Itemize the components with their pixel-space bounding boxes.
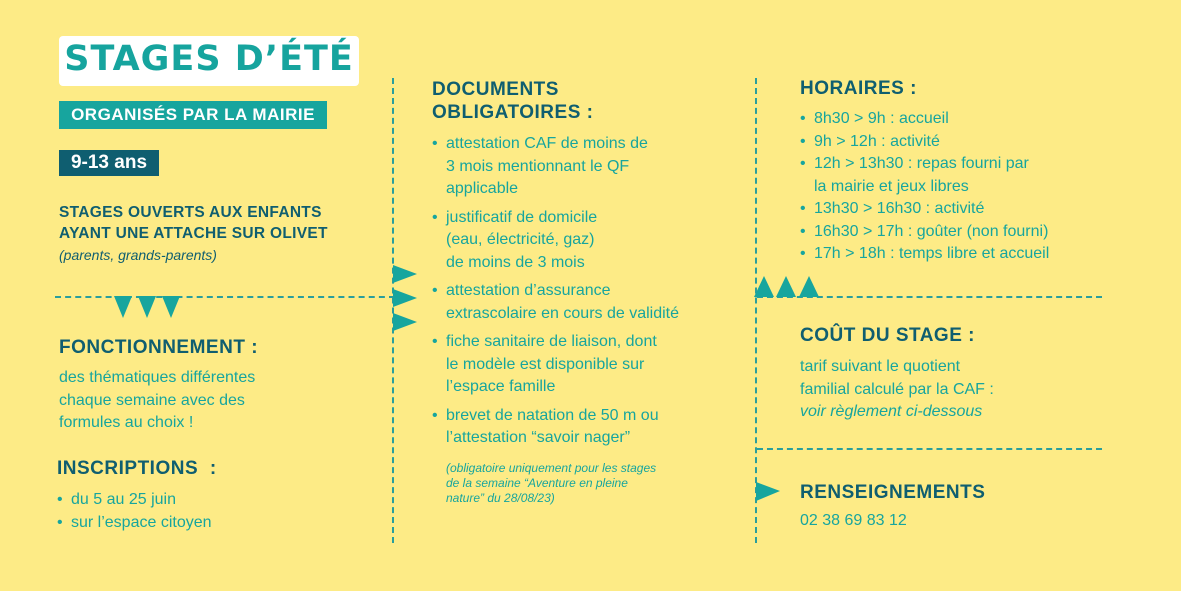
list-item bbox=[800, 131, 1100, 154]
item-line: l’espace famille bbox=[446, 378, 556, 395]
list-item bbox=[800, 221, 1100, 244]
item-line: • brevet de natation de 50 m ou bbox=[446, 406, 659, 424]
inscriptions-list bbox=[57, 489, 212, 534]
cout-text bbox=[800, 356, 994, 424]
divider-left bbox=[55, 296, 395, 298]
inscriptions-title: INSCRIPTIONS bbox=[57, 458, 199, 479]
age-badge bbox=[59, 150, 159, 176]
horaires-list bbox=[800, 108, 1100, 266]
item-line: • 8h30 > 9h : accueil bbox=[814, 110, 949, 127]
heading-colon: : bbox=[910, 78, 917, 99]
note-line: (obligatoire uniquement pour les stages bbox=[446, 461, 657, 475]
note-line: de la semaine “Aventure en pleine bbox=[446, 476, 628, 490]
eligibility-note: (parents, grands-parents) bbox=[59, 247, 217, 263]
divider-right-2 bbox=[757, 448, 1102, 450]
list-item bbox=[432, 207, 752, 275]
divider-vertical-2 bbox=[755, 78, 757, 543]
eligibility-text bbox=[59, 202, 328, 244]
item-line: extrascolaire en cours de validité bbox=[446, 304, 680, 322]
text-line: familial calculé par la CAF : bbox=[800, 380, 994, 398]
item-line: (eau, électricité, gaz) bbox=[446, 231, 595, 248]
item-line: applicable bbox=[446, 180, 519, 197]
item-line: de moins de 3 mois bbox=[446, 253, 585, 271]
list-item bbox=[432, 331, 752, 399]
item-line: • 12h > 13h30 : repas fourni par bbox=[814, 155, 1029, 172]
item-line: • attestation d’assurance bbox=[446, 282, 611, 299]
item-line: • 13h30 > 16h30 : activité bbox=[814, 200, 985, 217]
eligibility-line: STAGES OUVERTS AUX ENFANTS bbox=[59, 204, 322, 221]
documents-list bbox=[432, 133, 752, 450]
documents-title: DOCUMENTS bbox=[432, 79, 559, 100]
fonctionnement-title: FONCTIONNEMENT bbox=[59, 337, 246, 358]
item-line: la mairie et jeux libres bbox=[814, 177, 969, 195]
flag-icon bbox=[756, 480, 782, 504]
text-line: des thématiques différentes bbox=[59, 369, 256, 386]
fonctionnement-heading bbox=[59, 337, 258, 359]
title-banner bbox=[59, 36, 359, 86]
list-item bbox=[800, 198, 1100, 221]
bunting-side-icon bbox=[393, 262, 419, 334]
inscriptions-heading bbox=[57, 458, 217, 480]
item-line: l’attestation “savoir nager” bbox=[446, 429, 631, 446]
text-line: chaque semaine avec des bbox=[59, 391, 245, 409]
page-title: STAGES D’ÉTÉ bbox=[64, 39, 354, 79]
horaires-heading bbox=[800, 78, 917, 100]
item-line: le modèle est disponible sur bbox=[446, 355, 645, 373]
age-label: 9-13 ans bbox=[70, 152, 148, 173]
eligibility-line: AYANT UNE ATTACHE SUR OLIVET bbox=[59, 225, 328, 242]
heading-colon: : bbox=[968, 325, 975, 346]
heading-colon: : bbox=[586, 102, 594, 123]
renseignements-title: RENSEIGNEMENTS bbox=[800, 482, 986, 503]
heading-colon: : bbox=[251, 337, 259, 358]
item-line: • 16h30 > 17h : goûter (non fourni) bbox=[814, 222, 1049, 240]
item-line: • 17h > 18h : temps libre et accueil bbox=[814, 245, 1050, 262]
documents-title: OBLIGATOIRES bbox=[432, 102, 581, 123]
list-item bbox=[432, 405, 752, 450]
fonctionnement-text bbox=[59, 367, 255, 435]
reglement-link: voir règlement ci-dessous bbox=[800, 403, 983, 420]
documents-heading bbox=[432, 78, 593, 124]
note-line: nature” du 28/08/23) bbox=[446, 491, 555, 505]
item-line: • fiche sanitaire de liaison, dont bbox=[446, 333, 657, 350]
item-line: • justificatif de domicile bbox=[446, 208, 598, 226]
item-line: 3 mois mentionnant le QF bbox=[446, 157, 630, 175]
list-item bbox=[432, 280, 752, 325]
item-line: • attestation CAF de moins de bbox=[446, 135, 648, 152]
text-line: formules au choix ! bbox=[59, 414, 194, 431]
text-line: tarif suivant le quotient bbox=[800, 358, 961, 375]
heading-colon: : bbox=[209, 458, 217, 479]
phone-number: 02 38 69 83 12 bbox=[800, 512, 907, 529]
list-item bbox=[432, 133, 752, 201]
item-line: • 9h > 12h : activité bbox=[814, 132, 940, 150]
bunting-down-icon bbox=[110, 296, 185, 320]
bunting-up-icon bbox=[752, 272, 824, 298]
list-item: • du 5 au 25 juin bbox=[57, 489, 212, 512]
list-item bbox=[800, 243, 1100, 266]
page-subtitle: ORGANISÉS PAR LA MAIRIE bbox=[71, 105, 315, 124]
cout-heading bbox=[800, 325, 975, 347]
cout-title: COÛT DU STAGE bbox=[800, 325, 963, 346]
documents-note bbox=[446, 461, 656, 506]
horaires-title: HORAIRES bbox=[800, 78, 905, 99]
list-item bbox=[800, 108, 1100, 131]
list-item bbox=[800, 153, 1100, 198]
list-item: • sur l’espace citoyen bbox=[57, 512, 212, 535]
subtitle-banner bbox=[59, 101, 327, 129]
